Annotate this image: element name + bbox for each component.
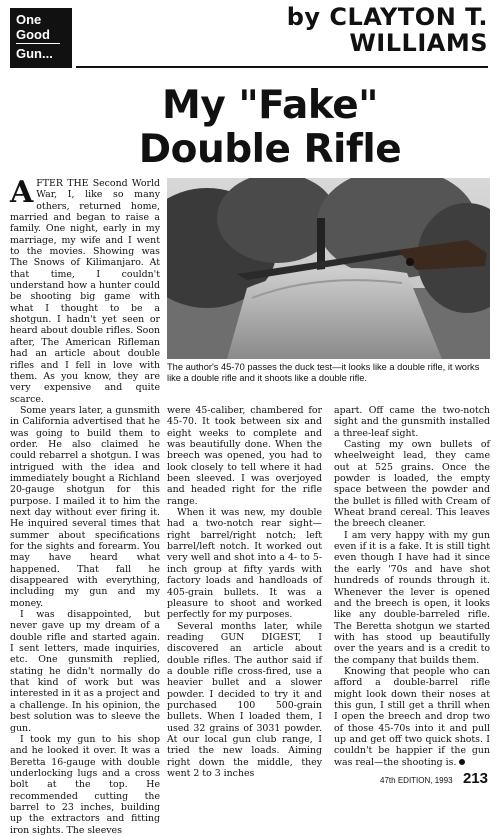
column-1	[10, 175, 160, 836]
title-line-1: My "Fake"	[162, 83, 378, 128]
paragraph: Several months later, while reading GUN DIGEST, I discovered an article about double rifles. The author said if a double rifle cross-fired, use a heavier bullet and a slower powder. I decided to try it and purchased 100 500-grain bullets. When I loaded them, I used 32 grains of 3031 powder. At our local gun club range, I tried the new loads. Aiming right down the middle, they went 2 to 3 inches	[167, 620, 322, 779]
column-2	[167, 405, 322, 779]
title-line-2: Double Rifle	[138, 127, 402, 172]
paragraph: AFTER THE Second World War, I, like so many others, returned home, married and began to raise a family. One night, early in my marriage, my wife and I went to the movies. Showing was The Snows of Kilimanjaro. At that time, I couldn't understand how a hunter could be shooting big game with what I thought to be a shotgun. I hadn't yet seen or heard about double rifles. Soon after, The American Rifleman had an article about double rifles and I fell in love with them. As you know, they are very expensive and quite scarce.	[10, 175, 160, 405]
rifle-photo	[167, 178, 490, 359]
byline-line-2: WILLIAMS	[349, 29, 488, 57]
paragraph: were 45-caliber, chambered for 45-70. It took between six and eight weeks to complete and was beautifully done. When the breech was opened, you had to look closely to tell where it had been sleeved. I was overjoyed and headed right for the rifle range.	[167, 405, 322, 507]
paragraph: I took my gun to his shop and he looked it over. It was a Beretta 16-gauge with double underlocking lugs and a cross bolt at the top. He recommended cutting the barrel to 23 inches, building up the extractors and fitting iron sights. The sleeves	[10, 733, 160, 836]
paragraph: Casting my own bullets of wheelweight lead, they came out at 525 grains. Once the powder is loaded, the empty space between the powder and the bullet is filled with Cream of Wheat brand cereal. This leaves the breech cleaner.	[334, 439, 490, 530]
paragraph: apart. Off came the two-notch sight and the gunsmith installed a three-leaf sight.	[334, 405, 490, 439]
logo-line-2: Good	[16, 27, 50, 42]
article-title	[80, 84, 460, 172]
paragraph: Knowing that people who can afford a double-barrel rifle might look down their noses at this gun, I still get a thrill when I open the breech and drop two of those 45-70s into it and pull up and get off two quick shots. I couldn't be happier if the gun was real—the shooting is.	[334, 665, 490, 768]
page-number: 213	[462, 770, 488, 787]
paragraph: I was disappointed, but never gave up my dream of a double rifle and started again. I sent letters, made inquiries, etc. One gunsmith replied, stating he didn't normally do that kind of work but was interested in it as a project and a challenge. In his opinion, the best solution was to sleeve the gun.	[10, 609, 160, 734]
logo-line-3: Gun...	[16, 46, 53, 61]
paragraph: Some years later, a gunsmith in California advertised that he was going to build them to order. He also claimed he could rebarrel a shotgun. I was intrigued with the idea and immediately bought a Richland 20-gauge shotgun for this purpose. I mailed it to him the next day without ever firing it. He inquired several times that summer about specifications for the sights and forearm. You may have heard what happened. That fall he disappeared with everything, including my gun and my money.	[10, 404, 160, 609]
logo-separator	[16, 43, 60, 44]
logo-line-1: One	[16, 12, 42, 27]
page-footer	[380, 770, 488, 788]
end-mark	[459, 759, 465, 765]
one-good-gun-logo	[10, 8, 72, 68]
edition-label: 47th EDITION, 1993	[380, 776, 453, 785]
photo-caption: The author's 45-70 passes the duck test—it looks like a double rifle, it works like a double rifle and it shoots like a double rifle.	[167, 362, 480, 383]
column-3	[334, 405, 490, 768]
rifle-photo-illustration	[167, 178, 490, 359]
paragraph: When it was new, my double had a two-notch rear sight—right barrel/right notch; left barrel/left notch. It worked out very well and shot into a 4- to 5-inch group at fifty yards with factory loads and handloads of 405-grain bullets. It was a pleasure to shoot and worked perfectly for my purposes.	[167, 507, 322, 621]
drop-cap: A	[10, 175, 34, 210]
author-byline	[287, 4, 488, 56]
paragraph: I am very happy with my gun even if it is a fake. It is still tight even though I have had it since the early '70s and have shot hundreds of rounds through it. Whenever the lever is opened and the breech is open, it looks like any double-barreled rifle. The Beretta shotgun we started with has stood up beautifully over the years and is a credit to the company that builds them.	[334, 529, 490, 666]
header-rule	[76, 66, 488, 68]
byline-line-1: by CLAYTON T.	[286, 3, 488, 31]
